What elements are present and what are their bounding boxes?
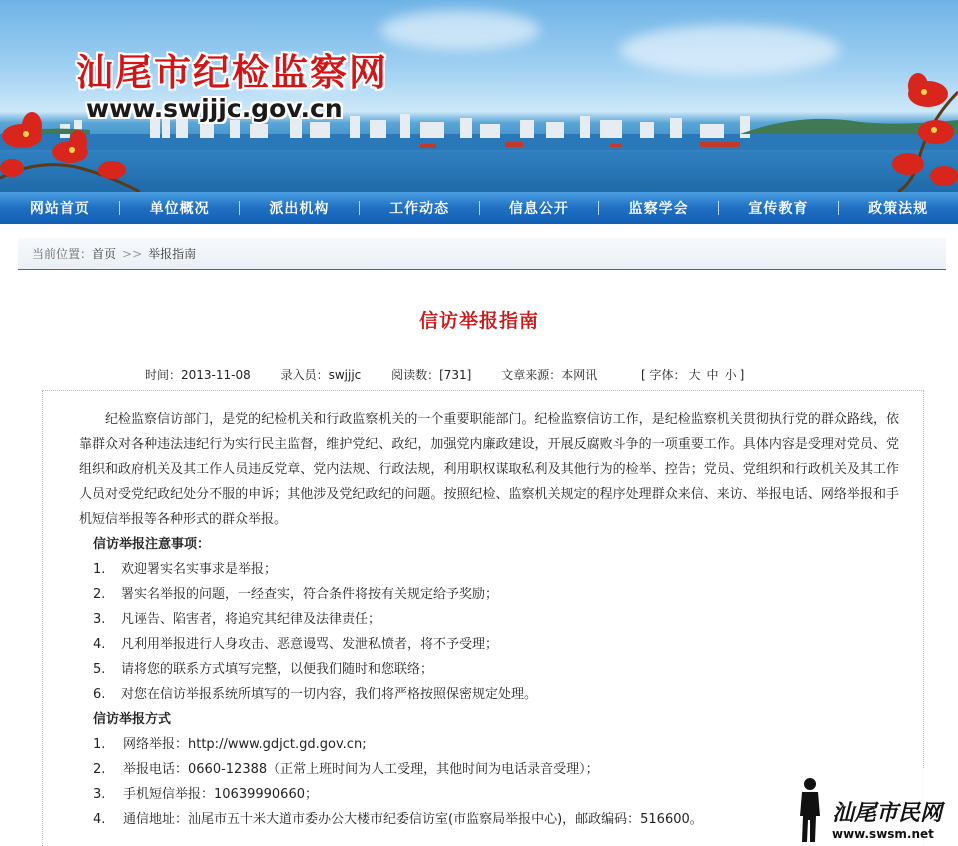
list-text: 通信地址：汕尾市五十米大道市委办公大楼市纪委信访室(市监察局举报中心)，邮政编码：516600。 [123,812,703,827]
font-size-small-link[interactable]: 小 [724,368,737,382]
nav-unit-overview[interactable]: 单位概况 [149,201,210,217]
nav-divider [718,201,719,215]
nav-dispatched-agencies[interactable]: 派出机构 [269,201,330,217]
list-text: 欢迎署实名实事求是举报； [121,562,278,577]
list-item [79,682,899,707]
list-item [79,582,899,607]
breadcrumb-separator: >> [122,247,143,261]
breadcrumb-prefix: 当前位置： [32,247,93,261]
list-text: 对您在信访举报系统所填写的一切内容，我们将严格按照保密规定处理。 [121,687,538,702]
nav-work-news[interactable]: 工作动态 [389,201,450,217]
kapok-flower-right-icon [858,72,958,192]
font-size-label: [ 字体： [641,368,686,382]
nav-divider [479,201,480,215]
list-number: 3. [93,787,106,802]
list-number: 4. [93,812,106,827]
site-banner [0,0,958,192]
watermark-name: 汕尾市民网 [832,800,943,826]
breadcrumb [18,238,946,270]
font-size-medium-link[interactable]: 中 [706,368,719,382]
list-item [79,757,899,782]
site-url: www.swjjjc.gov.cn [86,94,343,123]
list-text: 凡利用举报进行人身攻击、恶意谩骂、发泄私愤者，将不予受理； [121,637,499,652]
meta-read-count: 阅读数：[731] [391,368,472,382]
breadcrumb-home-link[interactable]: 首页 [92,247,117,261]
nav-supervision-society[interactable]: 监察学会 [628,201,689,217]
list-item [79,557,899,582]
nav-divider [838,201,839,215]
list-item [79,657,899,682]
list-number: 5. [93,662,106,677]
nav-divider [359,201,360,215]
meta-time: 时间：2013-11-08 [145,368,251,382]
nav-info-disclosure[interactable]: 信息公开 [508,201,569,217]
list-text: 手机短信举报：10639990660； [123,787,318,802]
list-text: 举报电话：0660-12388（正常上班时间为人工受理，其他时间为电话录音受理）； [123,762,599,777]
list-item [79,632,899,657]
cloud-decoration [380,10,540,50]
list-text: 署实名举报的问题，一经查实，符合条件将按有关规定给予奖励； [121,587,499,602]
watermark-logo [790,768,958,846]
list-item [79,607,899,632]
list-number: 1. [93,737,106,752]
list-number: 4. [93,637,106,652]
nav-home[interactable]: 网站首页 [29,201,90,217]
list-text: 请将您的联系方式填写完整，以便我们随时和您联络； [121,662,434,677]
list-number: 6. [93,687,106,702]
list-number: 2. [93,587,106,602]
article-meta [145,366,744,383]
list-text: 凡诬告、陷害者，将追究其纪律及法律责任； [121,612,382,627]
list-number: 3. [93,612,106,627]
list-number: 2. [93,762,106,777]
list-item [79,732,899,757]
meta-source: 文章来源：本网讯 [501,368,598,382]
cloud-decoration [620,25,840,75]
nav-policies-regulations[interactable]: 政策法规 [868,201,929,217]
list-item [79,782,899,807]
nav-divider [239,201,240,215]
list-number: 1. [93,562,106,577]
nav-publicity-education[interactable]: 宣传教育 [748,201,809,217]
meta-recorder: 录入员：swjjjc [280,368,362,382]
site-title: 汕尾市纪检监察网 [76,50,388,94]
font-size-large-link[interactable]: 大 [688,368,701,382]
list-text[interactable]: 网络举报：http://www.gdjct.gd.gov.cn; [123,737,367,752]
nav-divider [598,201,599,215]
notice-heading: 信访举报注意事项： [93,537,211,552]
list-item [79,807,899,832]
font-size-bracket: ] [739,368,745,382]
methods-heading: 信访举报方式 [93,712,172,727]
font-size-control [641,368,744,382]
article-title: 信访举报指南 [418,310,539,332]
intro-paragraph: 纪检监察信访部门，是党的纪检机关和行政监察机关的一个重要职能部门。纪检监察信访工作，是纪检监察机关贯彻执行党的群众路线，依靠群众对各种违法违纪行为实行民主监督，维护党纪、政纪，加强党内廉政建设，开展反腐败斗争的一项重要工作。具体内容是受理对党员、党组织和政府机关及其工作人员违反党章、党内法规、行政法规，利用职权谋取私利及其他行为的检举、控告；党员、党组织和行政机关及其工作人员对受党纪政纪处分不服的申诉；其他涉及党纪政纪的问题。按照纪检、监察机关规定的程序处理群众来信、来访、举报电话、网络举报和手机短信举报等各种形式的群众举报。 [79,412,899,527]
breadcrumb-current: 举报指南 [148,247,197,261]
main-nav [0,192,958,224]
watermark-url: www.swsm.net [832,827,934,841]
kapok-flower-left-icon [0,108,140,192]
nav-divider [119,201,120,215]
